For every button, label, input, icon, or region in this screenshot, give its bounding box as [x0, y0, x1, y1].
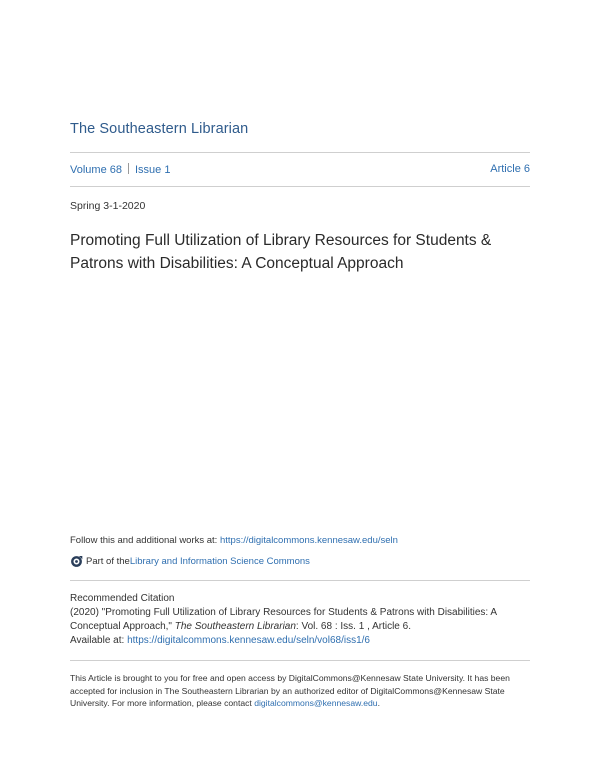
issue-link[interactable]: Issue 1: [134, 164, 171, 176]
citation-body: [70, 606, 532, 648]
access-notice: [70, 672, 532, 710]
journal-title[interactable]: The Southeastern Librarian: [70, 121, 249, 137]
follow-line: [70, 535, 398, 546]
commons-link[interactable]: Library and Information Science Commons: [129, 556, 310, 567]
available-label: Available at:: [70, 635, 128, 646]
volume-link[interactable]: Volume 68: [70, 164, 122, 176]
divider: [70, 186, 530, 187]
divider: [70, 152, 530, 153]
notice-text: This Article is brought to you for free and open access by DigitalCommons@Kennesaw State University. It has been accepted for inclusion in The Southeastern Librarian by an authorized editor of DigitalCommons@Kennesaw State University. For more information, please contact: [70, 673, 510, 708]
notice-end: .: [377, 698, 380, 708]
citation-volume: : Vol. 68 : Iss. 1 , Article 6.: [295, 621, 411, 632]
bepress-commons-icon: [70, 555, 83, 568]
article-title: Promoting Full Utilization of Library Resources for Students & Patrons with Disabilities: A Conceptual Approach: [70, 232, 492, 272]
separator: [128, 163, 129, 174]
divider: [70, 580, 530, 581]
contact-email-link[interactable]: digitalcommons@kennesaw.edu: [254, 698, 378, 708]
divider: [70, 660, 530, 661]
issue-bar: [70, 163, 530, 176]
part-of-line: [70, 555, 310, 568]
citation-text: (2020) "Promoting Full Utilization of Library Resources for Students & Patrons with Disabilities: A Conceptual Approach,": [70, 607, 497, 632]
publication-date: Spring 3-1-2020: [70, 200, 146, 212]
citation-journal: The Southeastern Librarian: [174, 621, 296, 632]
follow-link[interactable]: https://digitalcommons.kennesaw.edu/seln: [219, 535, 398, 546]
follow-text: Follow this and additional works at:: [70, 535, 220, 546]
article-link[interactable]: Article 6: [490, 163, 530, 175]
citation-heading: Recommended Citation: [70, 593, 175, 604]
citation-link[interactable]: https://digitalcommons.kennesaw.edu/seln/vol68/iss1/6: [127, 635, 370, 646]
part-of-text: Part of the: [86, 556, 130, 567]
